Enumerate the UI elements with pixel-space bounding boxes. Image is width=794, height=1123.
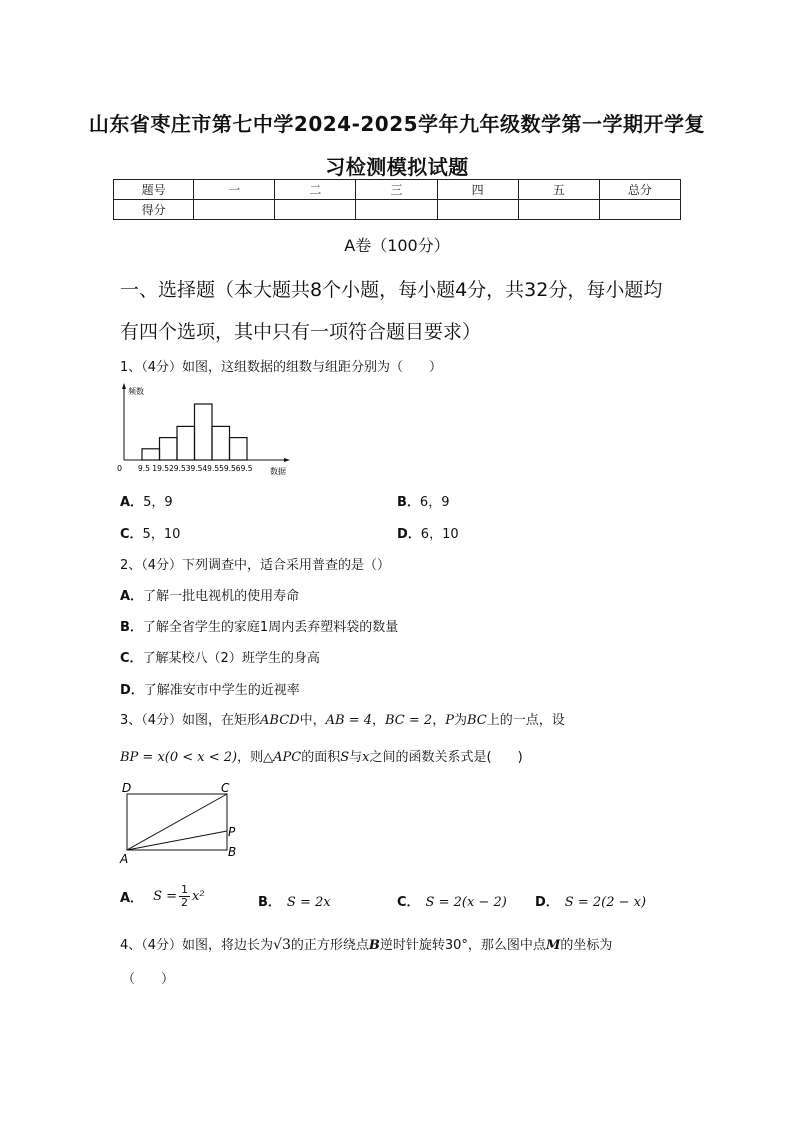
- score-header-cell: 五: [518, 180, 599, 200]
- label-d: D: [122, 781, 132, 795]
- fraction-one-half: $\frac{1}{2}$: [181, 883, 188, 909]
- q3-option-c[interactable]: C． S = 2(x − 2): [397, 895, 507, 910]
- histogram-bar: [177, 426, 195, 460]
- histogram-bar: [160, 438, 178, 460]
- q2-option-c[interactable]: C．了解某校八（2）班学生的身高: [120, 651, 320, 666]
- q2-option-a[interactable]: A．了解一批电视机的使用寿命: [120, 589, 300, 604]
- q4-stem-line2: （ ）: [122, 972, 175, 987]
- q1-option-c[interactable]: C．5，10: [120, 527, 181, 542]
- q3-option-d[interactable]: D． S = 2(2 − x): [535, 895, 647, 910]
- q1-option-b[interactable]: B．6，9: [397, 495, 450, 510]
- score-header-cell: 三: [356, 180, 437, 200]
- q3-stem-line1: 3、（4分）如图，在矩形ABCD中，AB = 4，BC = 2，P为BC上的一点，设: [120, 713, 565, 728]
- q1-histogram: [113, 382, 298, 477]
- score-cell[interactable]: [518, 200, 599, 220]
- label-b: B: [228, 845, 237, 859]
- segment-ac: [127, 794, 227, 850]
- x-axis-arrow: [284, 458, 290, 462]
- q2-stem: 2、（4分）下列调查中，适合采用普查的是（）: [120, 558, 391, 573]
- paper-a-heading: A卷（100分）: [344, 236, 450, 255]
- q3-option-b[interactable]: B． S = 2x: [258, 895, 331, 910]
- score-cell[interactable]: [194, 200, 275, 220]
- score-header-cell: 二: [275, 180, 356, 200]
- histogram-origin: 0: [117, 464, 123, 473]
- score-cell[interactable]: [275, 200, 356, 220]
- histogram-bar: [195, 404, 213, 460]
- q1-option-d[interactable]: D．6，10: [397, 527, 459, 542]
- histogram-bar: [142, 449, 160, 460]
- q3-rectangle-figure: [116, 780, 246, 868]
- q1-option-a[interactable]: A．5，9: [120, 495, 173, 510]
- score-header-cell: 题号: [114, 180, 194, 200]
- q3-stem-line2: BP = x(0 < x < 2)，则△APC的面积S与x之间的函数关系式是( ): [120, 750, 523, 765]
- score-header-cell: 四: [437, 180, 518, 200]
- histogram-bar: [212, 426, 230, 460]
- segment-ap: [127, 831, 227, 850]
- histogram-tick-labels: 9.5 19.529.539.549.559.569.5: [138, 464, 253, 473]
- label-a: A: [120, 852, 129, 866]
- score-row-label: 得分: [114, 200, 194, 220]
- label-p: P: [228, 825, 236, 839]
- score-cell[interactable]: [437, 200, 518, 220]
- score-table-score-row: [114, 200, 681, 220]
- score-cell[interactable]: [599, 200, 680, 220]
- histogram-bar: [230, 438, 248, 460]
- y-axis-arrow: [122, 383, 126, 389]
- q4-stem-line1: 4、（4分）如图，将边长为√3的正方形绕点B逆时针旋转30°，那么图中点M的坐标为: [120, 937, 613, 953]
- histogram-ylabel: 频数: [128, 387, 144, 396]
- score-header-cell: 总分: [599, 180, 680, 200]
- q3-option-a[interactable]: A． S = $\frac{1}{2}$ x²: [120, 883, 205, 909]
- section1-line1: 一、选择题（本大题共8个小题，每小题4分，共32分，每小题均: [120, 279, 663, 301]
- score-cell[interactable]: [356, 200, 437, 220]
- exam-title-line2: 习检测模拟试题: [325, 155, 469, 179]
- score-table: [113, 179, 681, 220]
- exam-title-line1: 山东省枣庄市第七中学2024-2025学年九年级数学第一学期开学复: [88, 112, 706, 136]
- score-header-cell: 一: [194, 180, 275, 200]
- q2-option-d[interactable]: D．了解准安市中学生的近视率: [120, 683, 300, 698]
- label-c: C: [221, 781, 230, 795]
- section1-line2: 有四个选项，其中只有一项符合题目要求）: [120, 321, 482, 343]
- score-table-header-row: [114, 180, 681, 200]
- q2-option-b[interactable]: B．了解全省学生的家庭1周内丢弃塑料袋的数量: [120, 620, 399, 635]
- histogram-xlabel: 数据: [270, 467, 286, 476]
- q1-stem: 1、（4分）如图，这组数据的组数与组距分别为（ ）: [120, 360, 443, 375]
